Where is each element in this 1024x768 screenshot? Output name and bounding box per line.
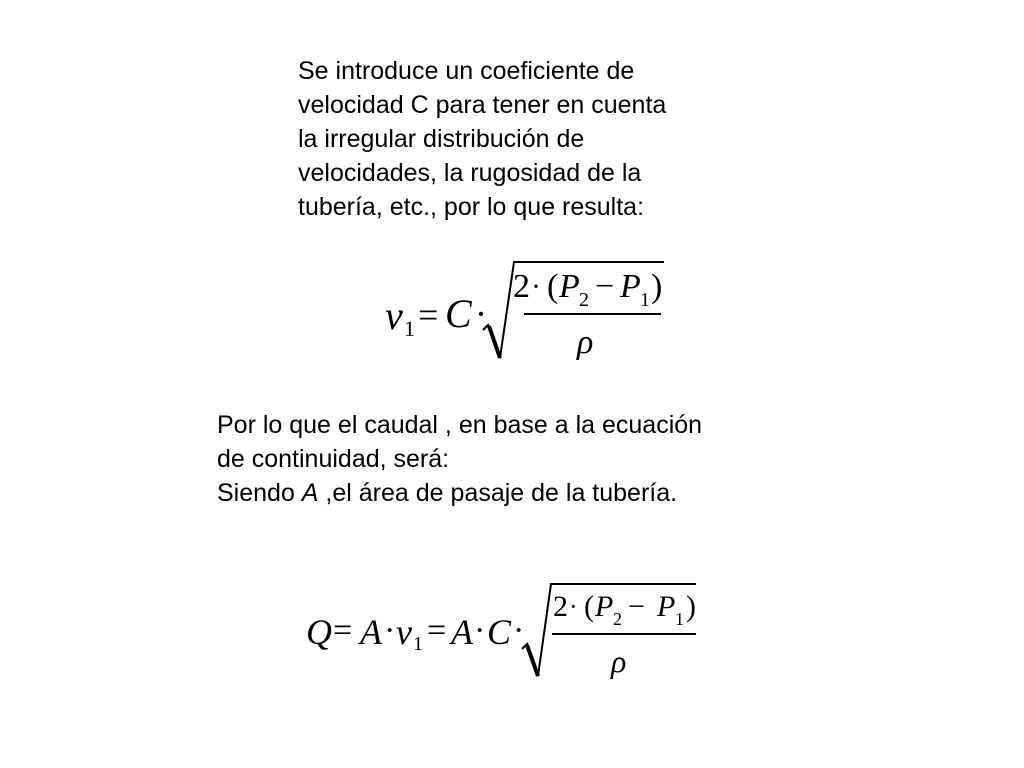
caudal-line-3-suffix: ,el área de pasaje de la tubería. [318, 479, 678, 507]
numerator-two: 2 [513, 268, 530, 305]
flow-equals-2: = [427, 612, 447, 649]
flow-density-rho: ρ [611, 643, 627, 679]
flow-dot-3: · [513, 612, 525, 649]
flow-numerator-close-paren: ) [686, 590, 696, 623]
flow-area-2: A [451, 612, 473, 652]
flow-pressure-p2-subscript: 2 [613, 609, 622, 629]
flow-q: Q [306, 612, 332, 652]
flow-numerator-dot: · [569, 592, 578, 621]
flow-area-1: A [360, 612, 382, 652]
flow-numerator-two: 2 [553, 590, 568, 623]
caudal-line-1: Por lo que el caudal , en base a la ecuación [217, 411, 703, 439]
area-symbol: A [301, 479, 319, 507]
intro-line-4: velocidades, la rugosidad de la [298, 159, 642, 187]
velocity-subscript: 1 [404, 316, 415, 341]
intro-line-5: tubería, etc., por lo que resulta: [298, 193, 645, 221]
flow-coefficient-c: C [487, 612, 512, 652]
flow-equals-1: = [333, 612, 353, 649]
flow-velocity-subscript: 1 [413, 633, 423, 655]
intro-line-1: Se introduce un coeficiente de [298, 57, 635, 85]
pressure-p1-subscript: 1 [640, 289, 650, 311]
flow-fraction-bar [552, 633, 696, 635]
caudal-line-3-prefix: Siendo [217, 479, 302, 507]
intro-line-3: la irregular distribución de [298, 125, 585, 153]
pressure-p2-subscript: 2 [579, 289, 589, 311]
multiply-dot: · [475, 294, 487, 334]
pressure-p1: P [620, 268, 641, 305]
flow-pressure-p1-subscript: 1 [675, 609, 684, 629]
pressure-p2: P [559, 268, 580, 305]
caudal-line-2: de continuidad, será: [217, 445, 450, 473]
flow-pressure-p2: P [595, 590, 614, 623]
coefficient-c: C [445, 291, 472, 336]
minus-sign: − [595, 268, 615, 305]
flow-velocity: v [396, 612, 412, 652]
flow-dot-2: · [474, 612, 486, 649]
intro-line-2: velocidad C para tener en cuenta [298, 91, 667, 119]
velocity-symbol: v [385, 293, 403, 338]
numerator-close-paren: ) [651, 268, 663, 305]
numerator-open-paren: ( [547, 268, 559, 305]
density-rho: ρ [577, 324, 594, 361]
numerator-dot: · [531, 270, 541, 303]
flow-minus-sign: − [628, 590, 645, 623]
equals-sign: = [418, 295, 439, 335]
flow-pressure-p1: P [657, 590, 676, 623]
flow-numerator-open-paren: ( [584, 590, 594, 623]
flow-dot-1: · [384, 612, 396, 649]
